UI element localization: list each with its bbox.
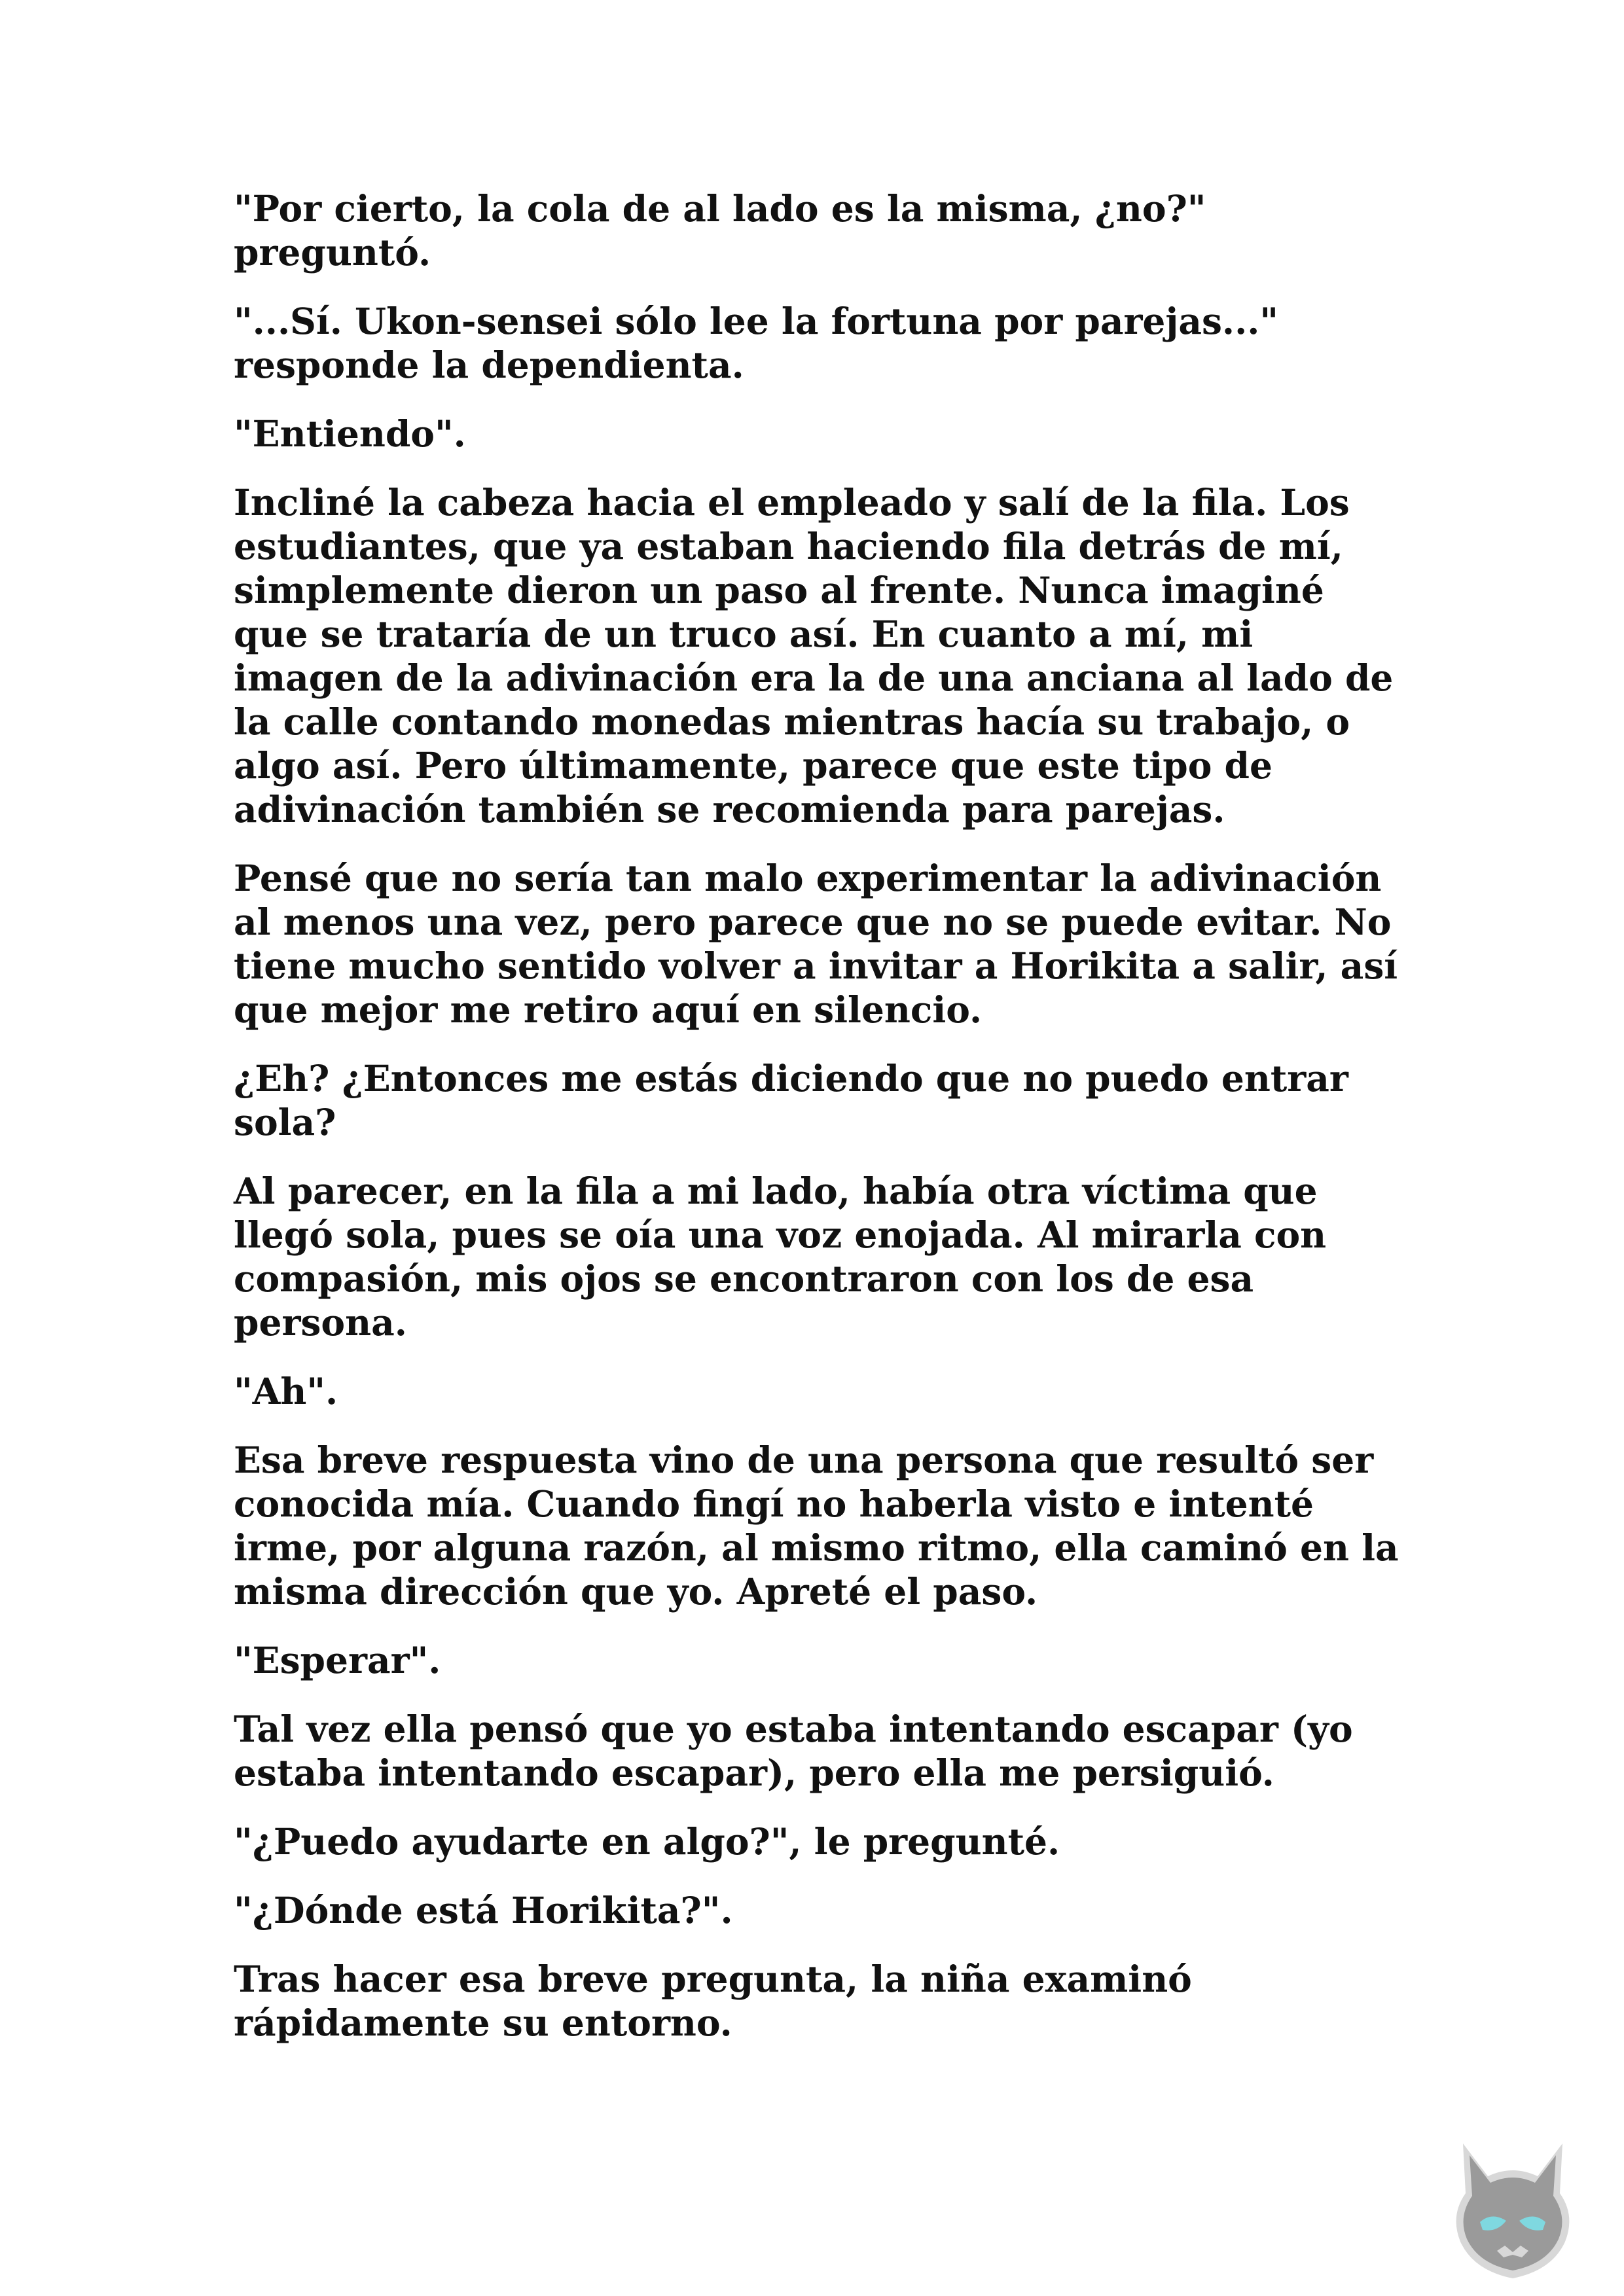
body-text bbox=[234, 187, 1405, 2070]
paragraph: "¿Puedo ayudarte en algo?", le pregunté. bbox=[234, 1820, 1060, 1863]
paragraph: Al parecer, en la fila a mi lado, había otra víctima que llegó sola, pues se oía una voz enojada. Al mirarla con compasión, mis ojos se encontraron con los de esa persona. bbox=[234, 1170, 1327, 1344]
paragraph: Esa breve respuesta vino de una persona que resultó ser conocida mía. Cuando fingí no haberla visto e intenté irme, por alguna razón, al mismo ritmo, ella caminó en la misma dirección que yo. Apreté el paso. bbox=[234, 1439, 1399, 1613]
paragraph: Tal vez ella pensó que yo estaba intentando escapar (yo estaba intentando escapar), pero ella me persiguió. bbox=[234, 1708, 1353, 1794]
paragraph: "¿Dónde está Horikita?". bbox=[234, 1889, 733, 1931]
paragraph: "Esperar". bbox=[234, 1639, 441, 1681]
paragraph: Tras hacer esa breve pregunta, la niña examinó rápidamente su entorno. bbox=[234, 1958, 1192, 2044]
paragraph: Incliné la cabeza hacia el empleado y salí de la fila. Los estudiantes, que ya estaban haciendo fila detrás de mí, simplemente dieron un paso al frente. Nunca imaginé que se trataría de un truco así. En cuanto a mí, mi imagen de la adivinación era la de una anciana al lado de la calle contando monedas mientras hacía su trabajo, o algo así. Pero últimamente, parece que este tipo de adivinación también se recomienda para parejas. bbox=[234, 481, 1394, 831]
paragraph: "...Sí. Ukon-sensei sólo lee la fortuna por parejas..." responde la dependienta. bbox=[234, 300, 1279, 386]
paragraph: ¿Eh? ¿Entonces me estás diciendo que no puedo entrar sola? bbox=[234, 1057, 1348, 1143]
paragraph: Pensé que no sería tan malo experimentar la adivinación al menos una vez, pero parece que no se puede evitar. No tiene mucho sentido volver a invitar a Horikita a salir, así que mejor me retiro aquí en silencio. bbox=[234, 857, 1398, 1031]
demon-head-logo-icon bbox=[1437, 2130, 1589, 2282]
paragraph: "Ah". bbox=[234, 1370, 338, 1412]
paragraph: "Entiendo". bbox=[234, 412, 466, 455]
paragraph: "Por cierto, la cola de al lado es la misma, ¿no?" preguntó. bbox=[234, 187, 1206, 274]
